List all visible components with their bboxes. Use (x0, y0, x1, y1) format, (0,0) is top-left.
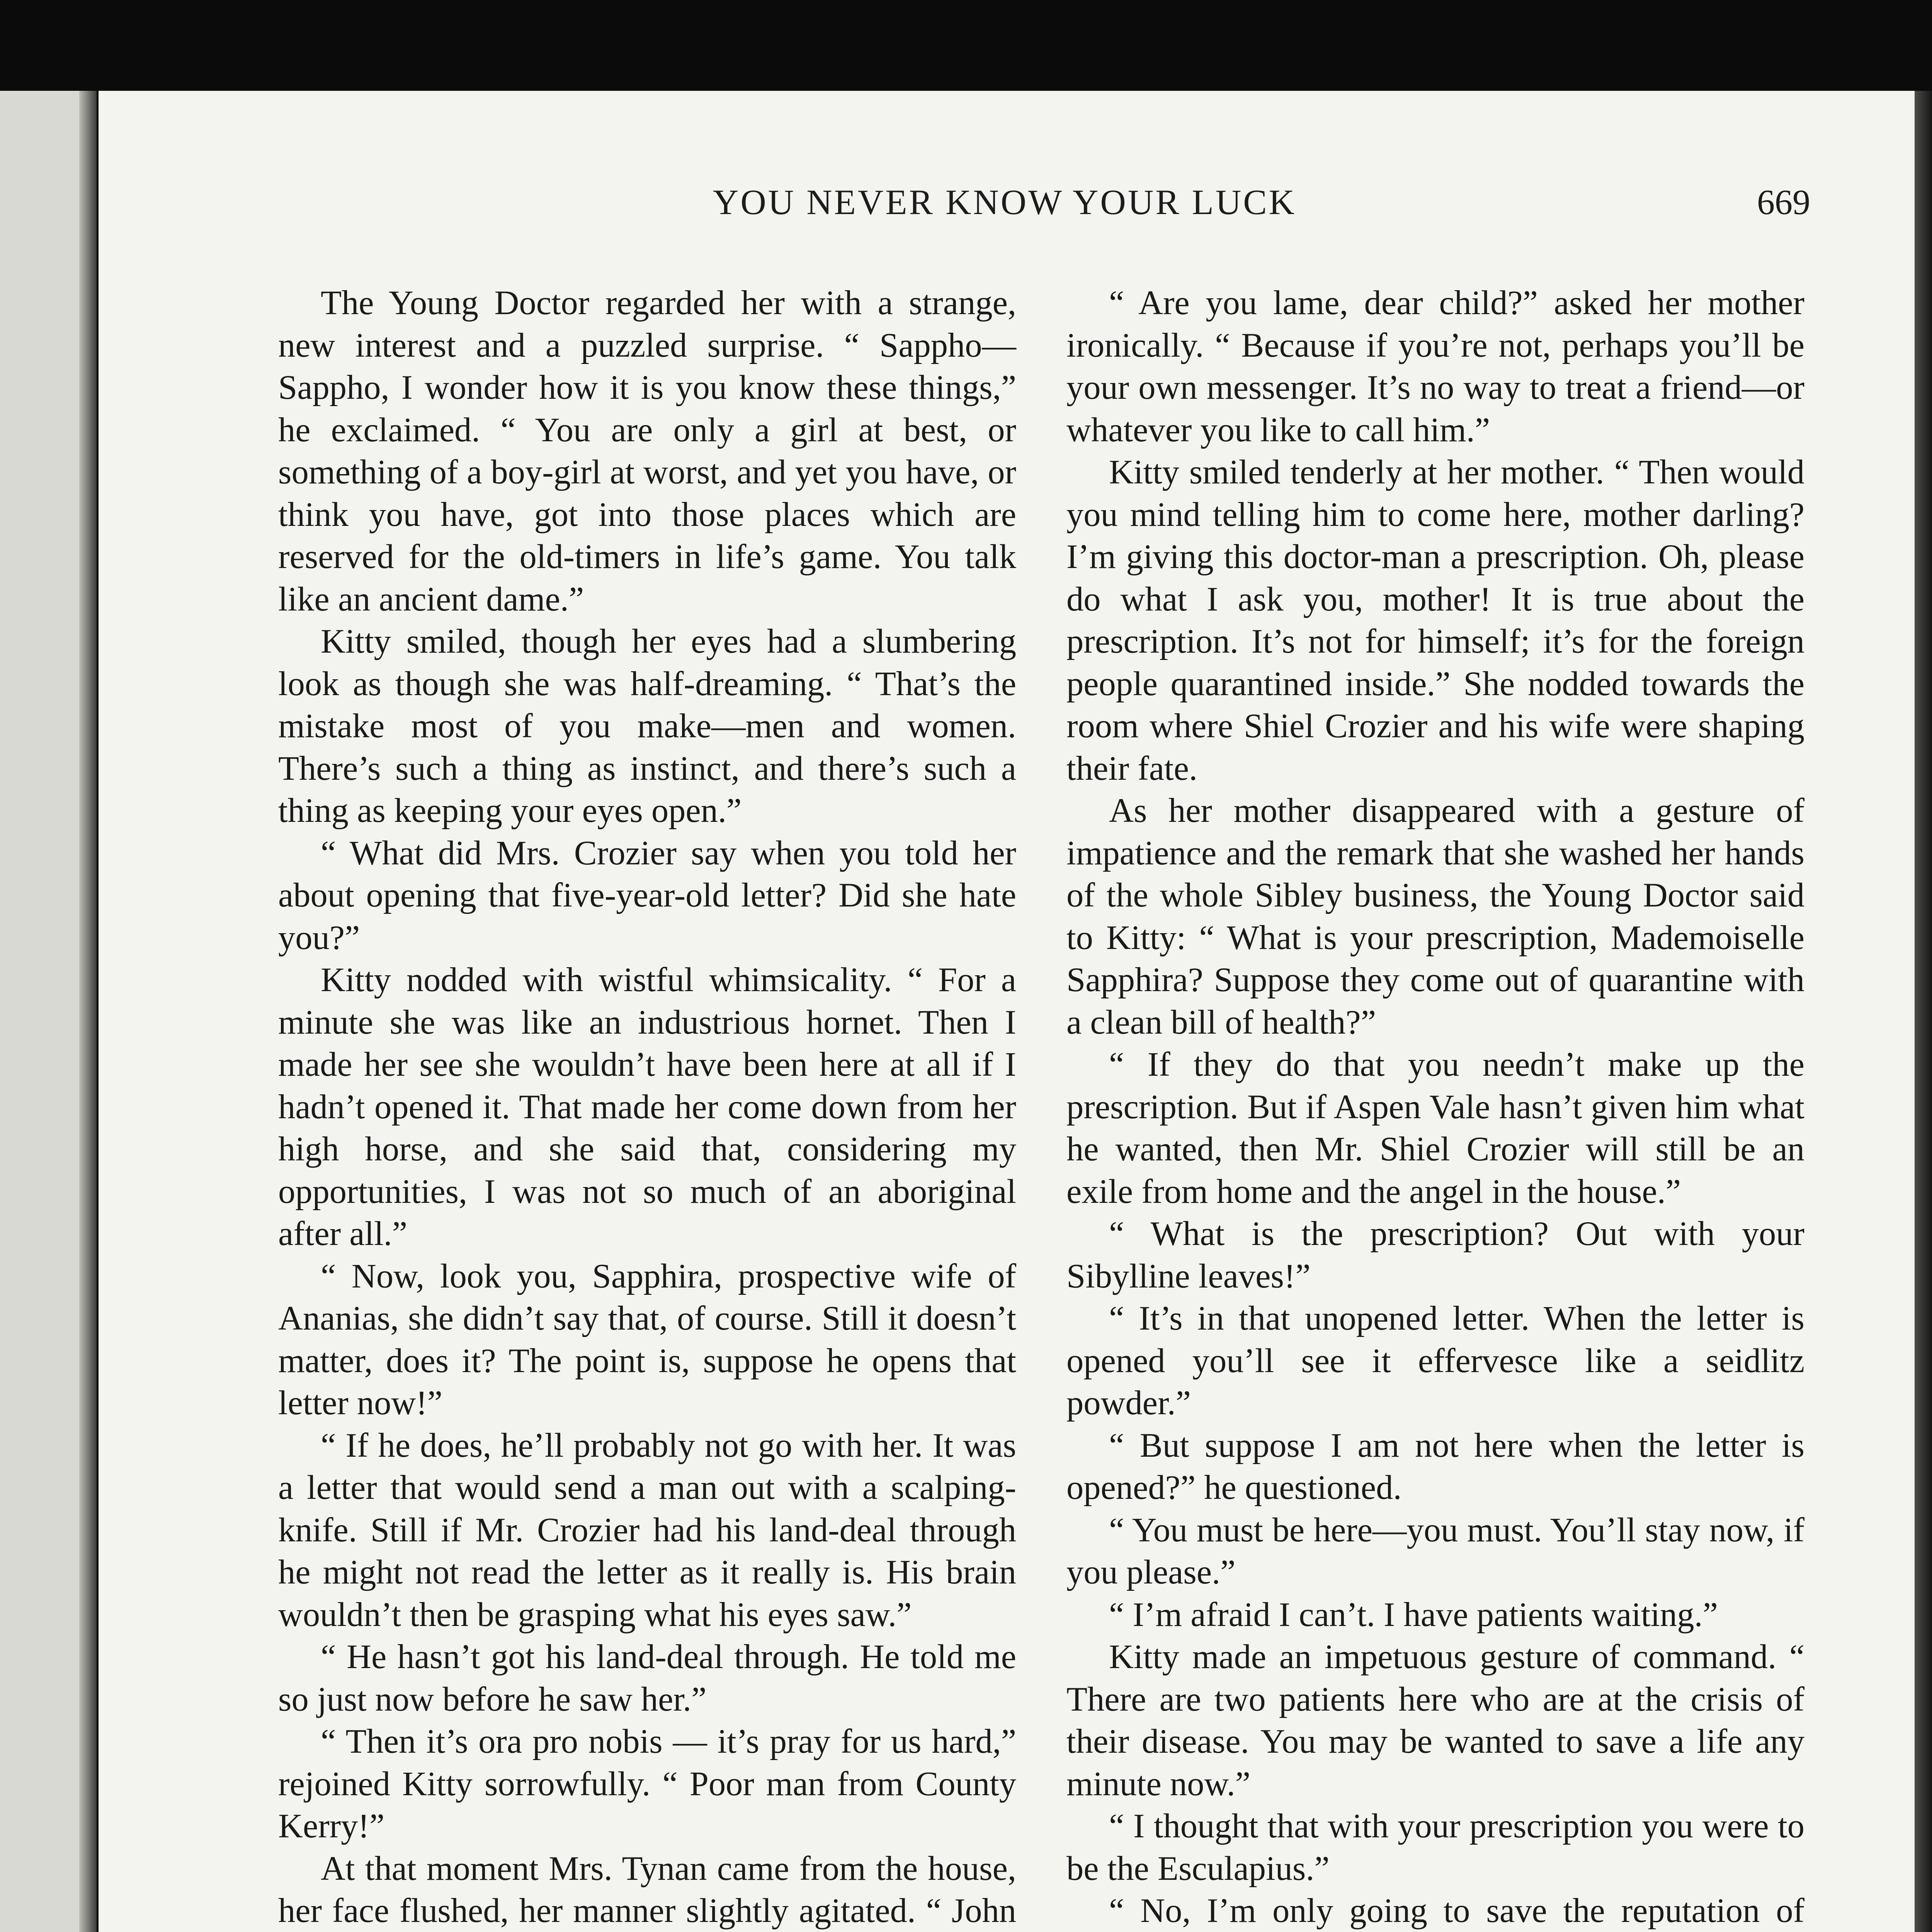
paragraph: “ Now, look you, Sapphira, prospective wife of Ananias, she didn’t say that, of course. Still it doesn’t matter, does it? The point is, suppose he opens that letter now!” (278, 1257, 1016, 1422)
paragraph: The Young Doctor regarded her with a strange, new interest and a puzzled surprise. “ Sappho—Sappho, I wonder how it is you know these things,” he exclaimed. “ You are only a girl at best, or something of a boy-girl at worst, and yet you have, or think you have, got into those places which are reserved for the old-timers in life’s game. You talk like an ancient dame.” (278, 284, 1016, 618)
paragraph: “ But suppose I am not here when the letter is opened?” he questioned. (1066, 1426, 1804, 1507)
paragraph: At that moment Mrs. Tynan came from the house, her face flushed, her manner slightly agitated. “ John (278, 1849, 1016, 1930)
paragraph: “ He hasn’t got his land-deal through. He told me so just now before he saw her.” (278, 1638, 1016, 1718)
paragraph: “ Then it’s ora pro nobis — it’s pray for us hard,” rejoined Kitty sorrowfully. “ Poor man from County Kerry!” (278, 1723, 1016, 1845)
paragraph: “ Are you lame, dear child?” asked her mother ironically. “ Because if you’re not, perhaps you’ll be your own messenger. It’s no way to treat a friend—or whatever you like to call him.” (1066, 284, 1804, 449)
paragraph: As her mother disappeared with a gesture of impatience and the remark that she washed her hands of the whole Sibley business, the Young Doctor said to Kitty: “ What is your prescription, Mademoiselle Sapphira? Suppose they come out of quarantine with a clean bill of health?” (1066, 792, 1804, 1041)
paragraph: “ It’s in that unopened letter. When the letter is opened you’ll see it effervesce like a seidlitz powder.” (1066, 1299, 1804, 1422)
paragraph: “ You must be here—you must. You’ll stay now, if you please.” (1066, 1511, 1804, 1591)
facing-page-edge (0, 91, 87, 1932)
paragraph: “ I thought that with your prescription you were to be the Esculapius.” (1066, 1807, 1804, 1888)
paragraph: “ What is the prescription? Out with your Sibylline leaves!” (1066, 1215, 1804, 1295)
paragraph: Kitty made an impetuous gesture of command. “ There are two patients here who are at the crisis of their disease. You may be wanted to save a life any minute now.” (1066, 1638, 1804, 1803)
page-edge-shadow (1915, 91, 1932, 1932)
paragraph: Kitty smiled tenderly at her mother. “ Then would you mind telling him to come here, mother darling? I’m giving this doctor-man a prescription. Oh, please do what I ask you, mother! It is true about the prescription. It’s not for himself; it’s for the foreign people quarantined inside.” She nodded towards the room where Shiel Crozier and his wife were shaping their fate. (1066, 453, 1804, 787)
paragraph: Kitty nodded with wistful whimsicality. “ For a minute she was like an industrious hornet. Then I made her see she wouldn’t have been here at all if I hadn’t opened it. That made her come down from her high horse, and she said that, considering my opportunities, I was not so much of an aboriginal after all.” (278, 961, 1016, 1253)
right-column (1066, 282, 1804, 1932)
paragraph: “ What did Mrs. Crozier say when you told her about opening that five-year-old letter? Did she hate you?” (278, 834, 1016, 957)
paragraph: “ No, I’m only going to save the reputation of (1109, 1892, 1804, 1930)
paragraph: “ I’m afraid I can’t. I have patients waiting.” (1109, 1595, 1718, 1634)
running-title: YOU NEVER KNOW YOUR LUCK (713, 182, 1297, 222)
paragraph: Kitty smiled, though her eyes had a slumbering look as though she was half-dreaming. “ That’s the mistake most of you make—men and women. There’s such a thing as instinct, and there’s such a thing as keeping your eyes open.” (278, 622, 1016, 830)
paragraph: “ If he does, he’ll probably not go with her. It was a letter that would send a man out with a scalping-knife. Still if Mr. Crozier had his land-deal through he might not read the letter as it really is. His brain wouldn’t then be grasping what his eyes saw.” (278, 1426, 1016, 1634)
book-gutter (79, 91, 97, 1932)
page-number: 669 (1757, 182, 1810, 222)
paragraph: “ If they do that you needn’t make up the prescription. But if Aspen Vale hasn’t given him what he wanted, then Mr. Shiel Crozier will still be an exile from home and the angel in the house.” (1066, 1046, 1804, 1211)
left-column (278, 282, 1016, 1932)
